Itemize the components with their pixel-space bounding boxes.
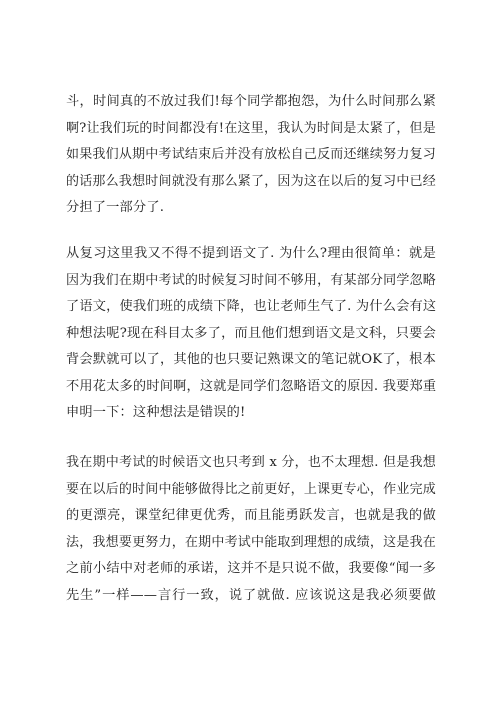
text-line: 申明一下：这种想法是错误的!: [66, 405, 246, 420]
text-line: 要在以后的时间中能够做得比之前更好，上课更专心，作业完成: [66, 481, 436, 497]
text-line: 分担了一部分了.: [66, 200, 165, 215]
paragraph-2: [66, 241, 436, 427]
text-line: 啊?让我们玩的时间都没有!在这里，我认为时间是太紧了，但是: [66, 120, 436, 136]
text-line: 因为我们在期中考试的时候复习时间不够用，有某部分同学忽略: [66, 272, 436, 288]
text-line: 斗，时间真的不放过我们!每个同学都抱怨，为什么时间那么紧: [66, 94, 436, 109]
text-line: 如果我们从期中考试结束后并没有放松自己反而还继续努力复习: [66, 147, 436, 162]
text-line: 从复习这里我又不得不提到语文了. 为什么?理由很简单：就是: [66, 246, 436, 261]
text-line: 法，我想要更努力，在期中考试中能取到理想的成绩，这是我在: [66, 534, 436, 550]
text-line: 种想法呢?现在科目太多了，而且他们想到语文是文科，只要会: [66, 325, 436, 341]
text-line: 的更漂亮，课堂纪律更优秀，而且能勇跃发言，也就是我的做: [66, 508, 436, 523]
paragraph-1: [66, 89, 436, 222]
paragraph-3: [66, 450, 436, 609]
text-line: 之前小结中对老师的承诺，这并不是只说不做，我要像“闻一多: [66, 561, 436, 576]
text-line: 背会默就可以了，其他的也只要记熟课文的笔记就OK了，根本: [66, 352, 436, 367]
text-line: 先生”一样——言行一致，说了就做. 应该说这是我必须要做: [66, 587, 436, 603]
text-line: 我在期中考试的时候语文也只考到 x 分，也不太理想. 但是我想: [66, 455, 436, 470]
text-line: 的话那么我想时间就没有那么紧了，因为这在以后的复习中已经: [66, 173, 436, 189]
text-line: 不用花太多的时间啊，这就是同学们忽略语文的原因. 我要郑重: [66, 378, 437, 394]
text-line: 了语文，使我们班的成绩下降，也让老师生气了. 为什么会有这: [66, 299, 437, 314]
